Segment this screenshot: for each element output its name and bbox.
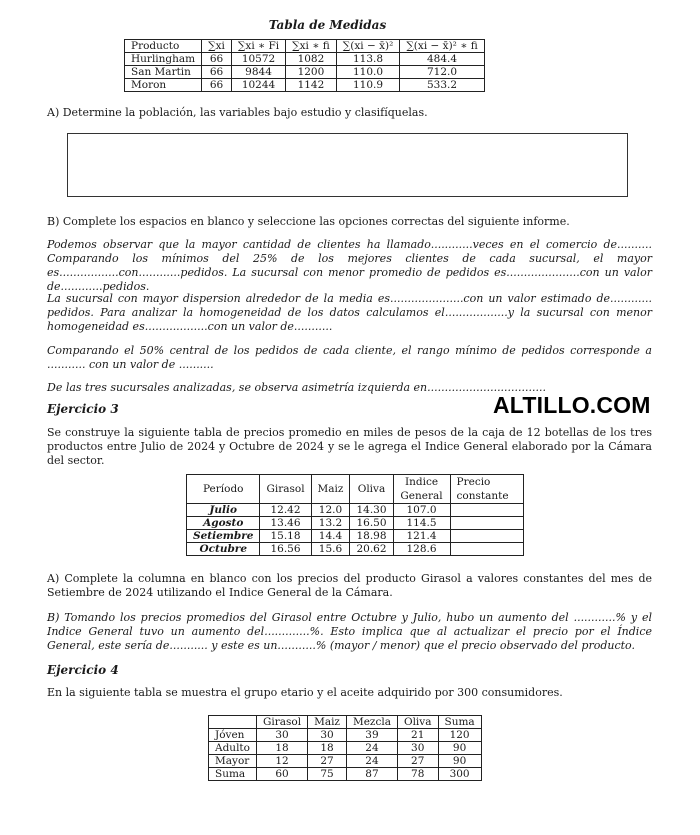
table-row [187,504,524,517]
precio-constante-cell[interactable] [450,530,523,543]
table-cell: 12.0 [311,504,350,517]
table-cell: 20.62 [350,543,393,556]
table-cell: Setiembre [187,530,260,543]
table-cell: 66 [202,66,232,79]
column-header: ∑xi [202,40,232,53]
table-cell: 120 [438,729,481,742]
altillo-logo: ALTILLO.COM [493,392,651,418]
report-paragraph-2: La sucursal con mayor dispersion alrededor de la media es.....................con un valor estimado de............ pedidos. Para analizar la homogeneidad de los datos calculamos el..................y la sucursal con menor homogeneidad es..................con un valor de........... [47,292,652,333]
precio-constante-cell[interactable] [450,504,523,517]
table-cell: 90 [438,742,481,755]
column-header: Maiz [308,716,347,729]
table-row [125,79,485,92]
ejercicio3-intro: Se construye la siguiente tabla de precios promedio en miles de pesos de la caja de 12 botellas de los tres productos entre Julio de 2024 y Octubre de 2024 y se le agrega el Indice General elaborado por la Cámara del sector. [47,426,652,467]
table-cell: 39 [346,729,397,742]
table-row [209,742,482,755]
table-cell: Julio [187,504,260,517]
table-cell: 27 [308,755,347,768]
column-header: ∑xi ∗ Fi [231,40,285,53]
table-row [209,729,482,742]
ejercicio4-heading: Ejercicio 4 [47,663,119,677]
table-cell: San Martin [125,66,202,79]
table-cell: 10244 [231,79,285,92]
table-cell: Jóven [209,729,257,742]
precio-constante-cell[interactable] [450,517,523,530]
table-cell: 66 [202,79,232,92]
table-cell: 712.0 [400,66,484,79]
table-cell: Hurlingham [125,53,202,66]
table-cell: Adulto [209,742,257,755]
table-cell: Agosto [187,517,260,530]
column-header: Oliva [350,475,393,504]
table-row [187,530,524,543]
table-cell: 128.6 [393,543,450,556]
table-cell: 60 [256,768,307,781]
medidas-table [124,39,485,92]
table-cell: 12.42 [260,504,311,517]
table-cell: 15.6 [311,543,350,556]
table-cell: 484.4 [400,53,484,66]
table-cell: 110.9 [336,79,400,92]
column-header: Oliva [397,716,438,729]
report-paragraph-4: De las tres sucursales analizadas, se observa asimetría izquierda en.................................. [47,381,547,394]
table-cell: 1200 [286,66,337,79]
table-cell: 87 [346,768,397,781]
table-cell: 27 [397,755,438,768]
column-header: Suma [438,716,481,729]
table-header-row [209,716,482,729]
column-header: Precio constante [450,475,523,504]
table-cell: 10572 [231,53,285,66]
table-row [125,53,485,66]
answer-box[interactable] [67,133,628,197]
table-cell: 107.0 [393,504,450,517]
table-cell: 16.50 [350,517,393,530]
table-header-row [187,475,524,504]
table-cell: 15.18 [260,530,311,543]
table-cell: Mayor [209,755,257,768]
table-cell: 30 [397,742,438,755]
table-cell: 18.98 [350,530,393,543]
table-row [125,66,485,79]
column-header: Mezcla [346,716,397,729]
column-header: Girasol [256,716,307,729]
table-cell: 30 [308,729,347,742]
table-cell: 12 [256,755,307,768]
table-cell: 121.4 [393,530,450,543]
table-cell: 30 [256,729,307,742]
column-header: ∑(xi − x̄)² [336,40,400,53]
ejercicio3-heading: Ejercicio 3 [47,402,119,416]
table-cell: 16.56 [260,543,311,556]
table-cell: 66 [202,53,232,66]
column-header: Período [187,475,260,504]
table-cell: 24 [346,742,397,755]
column-header: Maiz [311,475,350,504]
table-cell: 1142 [286,79,337,92]
table-row [187,543,524,556]
table-cell: 18 [308,742,347,755]
part-b-intro: B) Complete los espacios en blanco y seleccione las opciones correctas del siguiente informe. [47,215,570,228]
table-cell: 18 [256,742,307,755]
table-cell: 14.4 [311,530,350,543]
ejercicio3-part-b: B) Tomando los precios promedios del Girasol entre Octubre y Julio, hubo un aumento del ............% y el Indice General tuvo un aumento del.............%. Esto implica que al actualizar el precio por el Índice General, este sería de........... y este es un...........% (mayor / menor) que el precio observado del producto. [47,611,652,652]
ejercicio4-intro: En la siguiente tabla se muestra el grupo etario y el aceite adquirido por 300 consumidores. [47,686,563,699]
column-header: Producto [125,40,202,53]
table-cell: 13.2 [311,517,350,530]
table-cell: 13.46 [260,517,311,530]
table-cell: 110.0 [336,66,400,79]
table-cell: 90 [438,755,481,768]
table-cell: 533.2 [400,79,484,92]
table-header-row [125,40,485,53]
consumidores-table [208,715,482,781]
table-cell: 300 [438,768,481,781]
table-row [209,755,482,768]
table-cell: 78 [397,768,438,781]
table-row [209,768,482,781]
table-cell: 114.5 [393,517,450,530]
ejercicio3-part-a: A) Complete la columna en blanco con los precios del producto Girasol a valores constantes del mes de Setiembre de 2024 utilizando el Indice General de la Cámara. [47,572,652,599]
table-cell: 14.30 [350,504,393,517]
part-a-question: A) Determine la población, las variables bajo estudio y clasifíquelas. [47,106,428,119]
precio-constante-cell[interactable] [450,543,523,556]
table-row [187,517,524,530]
column-header: Indice General [393,475,450,504]
table-cell: 75 [308,768,347,781]
column-header: ∑(xi − x̄)² ∗ fi [400,40,484,53]
table-cell: 21 [397,729,438,742]
column-header: ∑xi ∗ fi [286,40,337,53]
precios-table [186,474,524,556]
table-cell: Moron [125,79,202,92]
table1-title: Tabla de Medidas [268,18,387,32]
column-header: Girasol [260,475,311,504]
report-paragraph-3: Comparando el 50% central de los pedidos de cada cliente, el rango mínimo de pedidos corresponde a ........... con un valor de .......... [47,344,652,371]
column-header [209,716,257,729]
table-cell: Suma [209,768,257,781]
table-cell: 113.8 [336,53,400,66]
table-cell: 9844 [231,66,285,79]
table-cell: Octubre [187,543,260,556]
table-cell: 24 [346,755,397,768]
report-paragraph-1: Podemos observar que la mayor cantidad de clientes ha llamado............veces en el comercio de.......... Comparando los mínimos del 25% de los mejores clientes de cada sucursal, el mayor es.................con............pedidos. La sucursal con menor promedio de pedidos es.....................con un valor de............pedidos. [47,238,652,293]
table-cell: 1082 [286,53,337,66]
